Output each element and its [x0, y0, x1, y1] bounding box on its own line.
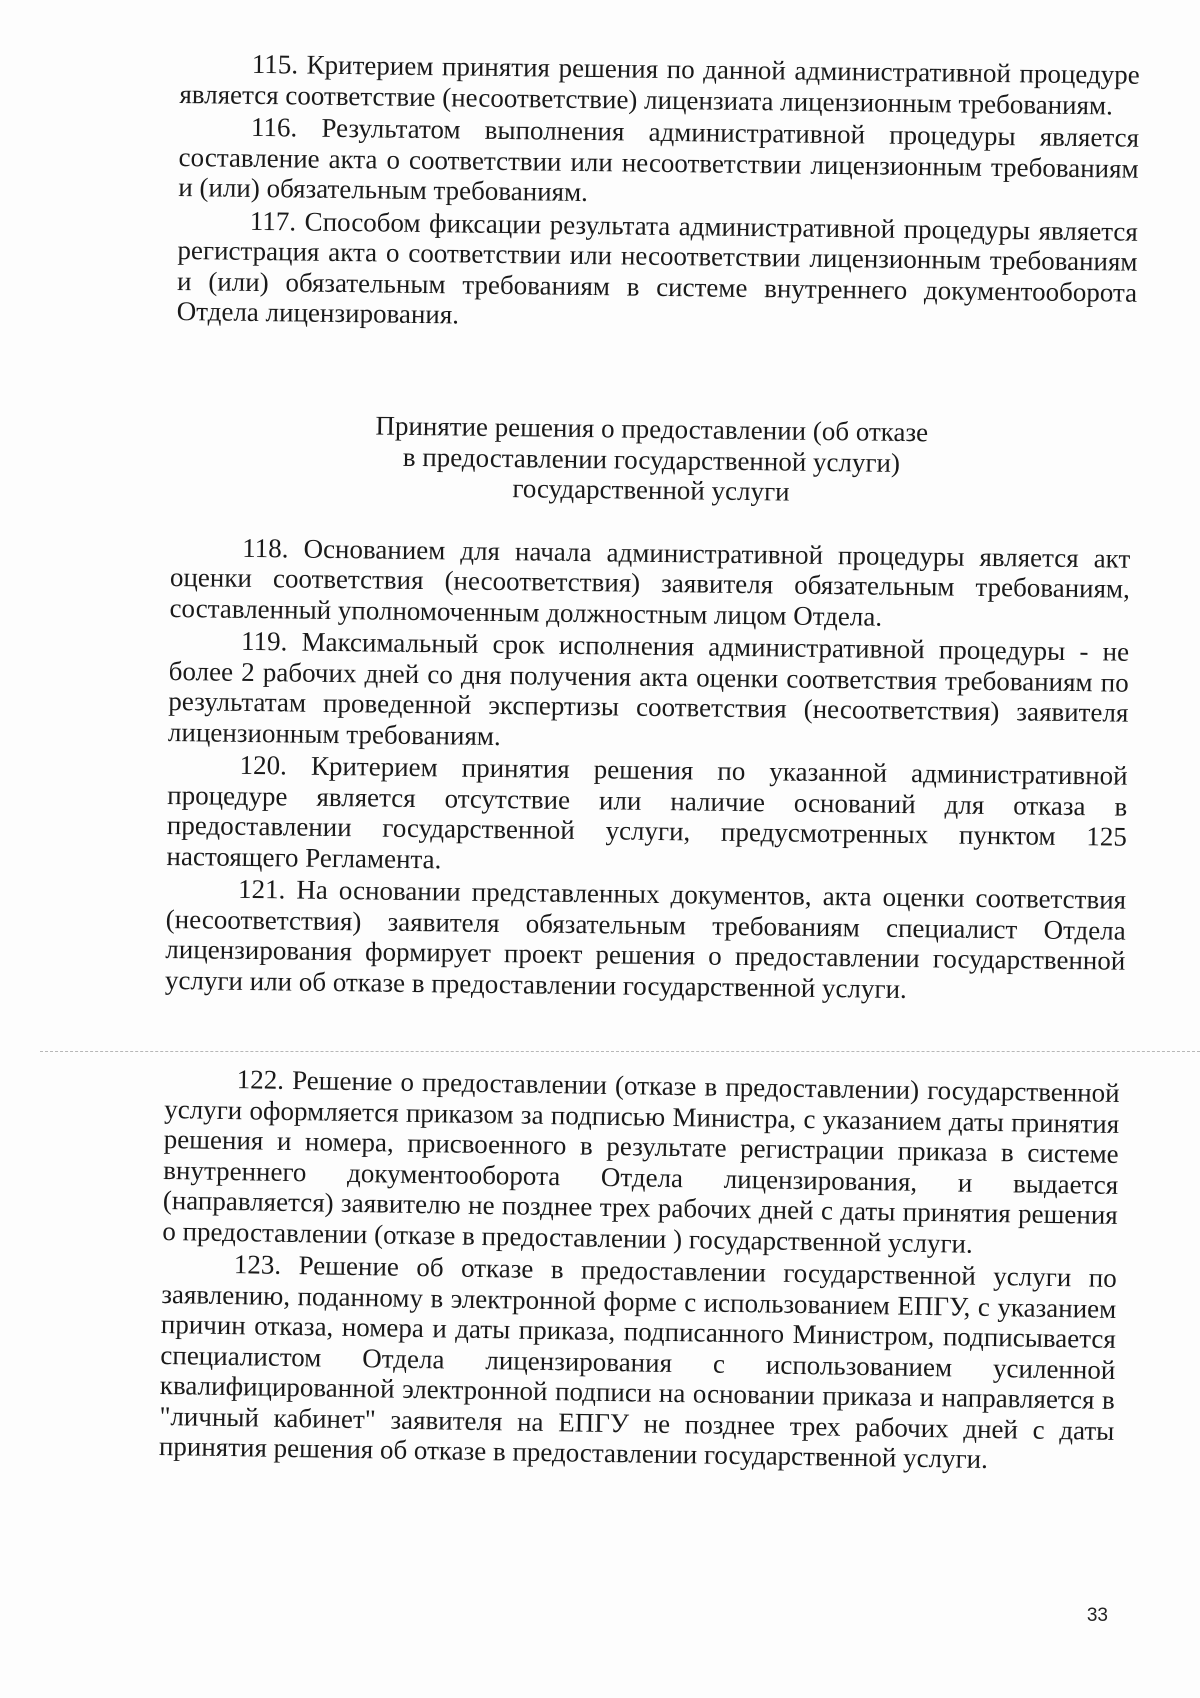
middle-text-block	[165, 408, 1132, 1009]
paragraph-115: 115. Критерием принятия решения по данной административной процедуре является соответствие (несоответствие) лицензиата лицензионным требованиям.	[179, 48, 1140, 120]
paragraph-120: 120. Критерием принятия решения по указанной административной процедуре является отсутствие или наличие оснований для отказа в предоставлении государственной услуги, предусмотренных пунктом 125 настоящего Регламента.	[166, 749, 1128, 874]
paragraph-118: 118. Основанием для начала административной процедуры является акт оценки соответствия (несоответствия) заявителя обязательным требованиям, составленный уполномоченным должностным лицом Отдела.	[169, 532, 1131, 632]
paragraph-123: 123. Решение об отказе в предоставлении государственной услуги по заявлению, поданному в электронной форме с использованием ЕПГУ, с указанием причин отказа, номера и даты приказа, подписанного Министром, подписывается специалистом Отдела лицензирования с использованием усиленной квалифицированной электронной подписи на основании приказа и направляется в "личный кабинет" заявителя на ЕПГУ не позднее трех рабочих дней с даты принятия решения об отказе в предоставлении государственной услуги.	[158, 1249, 1117, 1474]
page-number: 33	[1086, 1605, 1108, 1626]
paragraph-121: 121. На основании представленных документов, акта оценки соответствия (несоответствия) заявителя обязательным требованиям специалист Отдела лицензирования формирует проект решения о предоставлении государственной услуги или об отказе в предоставлении государственной услуги.	[164, 873, 1127, 1004]
section-heading-line-3: государственной услуги	[512, 473, 790, 507]
section-heading-line-2: в предоставлении государственной услуги)	[402, 441, 901, 478]
paragraph-119: 119. Максимальный срок исполнения административной процедуры - не более 2 рабочих дней со дня получения акта оценки соответствия требованиям по результатам проведенной экспертизы соответствия (несоответствия) заявителя лицензионным требованиям.	[167, 625, 1130, 751]
paragraph-117: 117. Способом фиксации результата административной процедуры является регистрация акта о соответствии или несоответствии лицензионным требованиям и (или) обязательным требованиям в системе внутреннего документооборота Отдела лицензирования.	[176, 205, 1139, 330]
scan-seam-divider	[40, 1051, 1200, 1052]
section-heading	[171, 408, 1132, 511]
paragraph-116: 116. Результатом выполнения административной процедуры является составление акта о соответствии или несоответствии лицензионным требованиям и (или) обязательным требованиям.	[178, 111, 1140, 207]
section-heading-line-1: Принятие решения о предоставлении (об отказе	[375, 410, 929, 448]
paragraph-122: 122. Решение о предоставлении (отказе в предоставлении) государственной услуги оформляется приказом за подписью Министра, с указанием даты принятия решения и номера, присвоенного в результате регистрации приказа в системе внутреннего документооборота Отдела лицензирования, и выдается (направляется) заявителю не позднее трех рабочих дней с даты принятия решения о предоставлении (отказе в предоставлении ) государственной услуги.	[162, 1064, 1120, 1259]
bottom-text-block	[159, 1063, 1120, 1478]
top-text-block	[177, 48, 1140, 340]
